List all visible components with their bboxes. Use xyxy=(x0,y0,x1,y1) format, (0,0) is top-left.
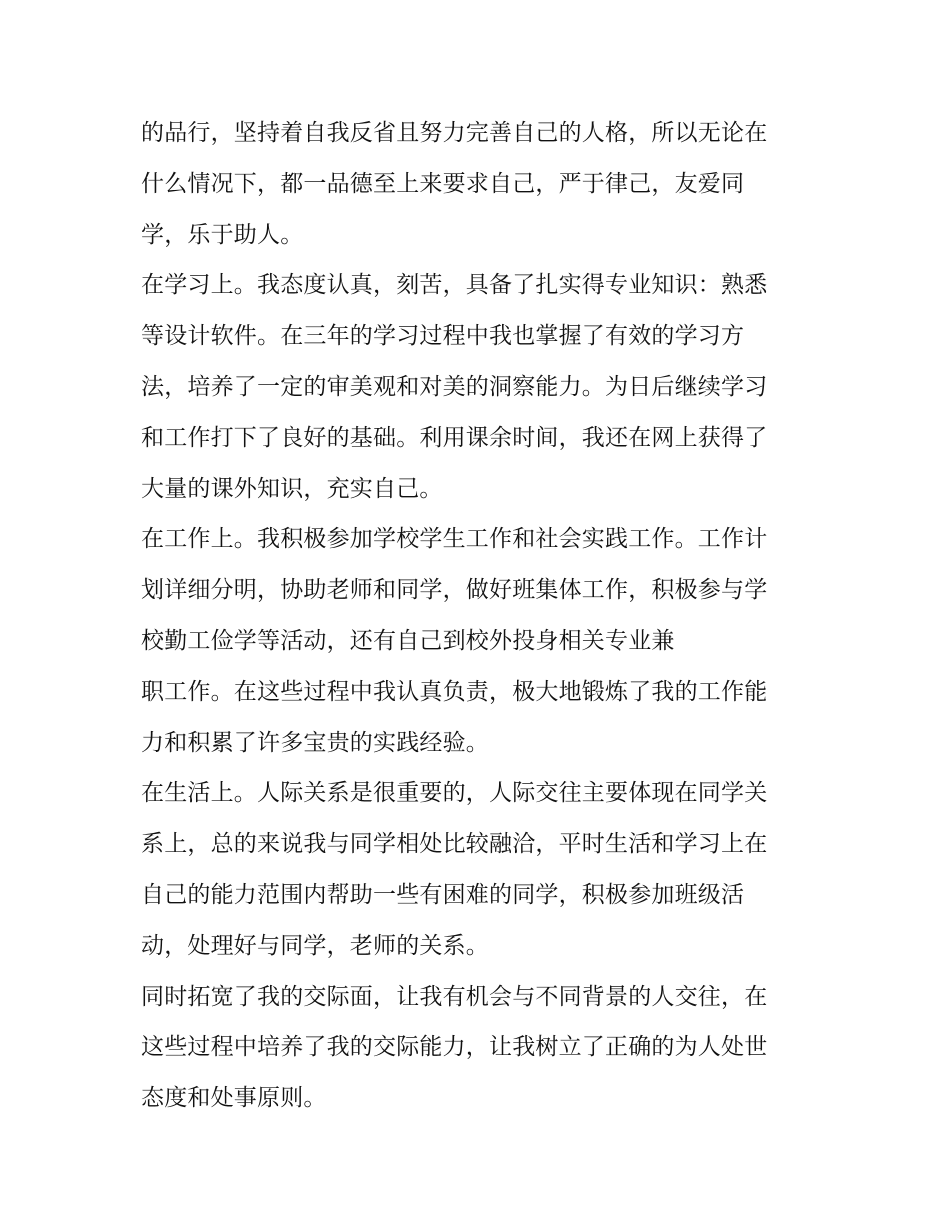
text-line: 在生活上。人际关系是很重要的，人际交往主要体现在同学关 xyxy=(141,780,768,807)
text-line: 态度和处事原则。 xyxy=(141,1085,327,1112)
text-line: 力和积累了许多宝贵的实践经验。 xyxy=(141,729,489,756)
text-line: 校勤工俭学等活动，还有自己到校外投身相关专业兼 xyxy=(141,627,675,654)
text-line: 法，培养了一定的审美观和对美的洞察能力。为日后继续学习 xyxy=(141,373,768,400)
text-line: 的品行，坚持着自我反省且努力完善自己的人格，所以无论在 xyxy=(141,120,768,146)
text-line: 自己的能力范围内帮助一些有困难的同学，积极参加班级活 xyxy=(141,881,745,908)
text-line: 划详细分明，协助老师和同学，做好班集体工作，积极参与学 xyxy=(141,577,768,604)
body-text xyxy=(141,108,821,1124)
text-line: 和工作打下了良好的基础。利用课余时间，我还在网上获得了 xyxy=(141,424,768,451)
text-line: 什么情况下，都一品德至上来要求自己，严于律己，友爱同 xyxy=(141,170,745,197)
text-line: 学，乐于助人。 xyxy=(141,221,304,248)
text-line: 同时拓宽了我的交际面，让我有机会与不同背景的人交往，在 xyxy=(141,983,768,1010)
text-line: 职工作。在这些过程中我认真负责，极大地锻炼了我的工作能 xyxy=(141,678,768,705)
text-line: 在学习上。我态度认真，刻苦，具备了扎实得专业知识：熟悉 xyxy=(141,272,768,299)
text-line: 这些过程中培养了我的交际能力，让我树立了正确的为人处世 xyxy=(141,1034,768,1061)
text-line: 系上，总的来说我与同学相处比较融洽，平时生活和学习上在 xyxy=(141,831,768,858)
text-line: 大量的课外知识，充实自己。 xyxy=(141,475,443,502)
text-line: 等设计软件。在三年的学习过程中我也掌握了有效的学习方 xyxy=(141,323,745,350)
text-line: 动，处理好与同学，老师的关系。 xyxy=(141,932,489,959)
text-line: 在工作上。我积极参加学校学生工作和社会实践工作。工作计 xyxy=(141,526,768,553)
